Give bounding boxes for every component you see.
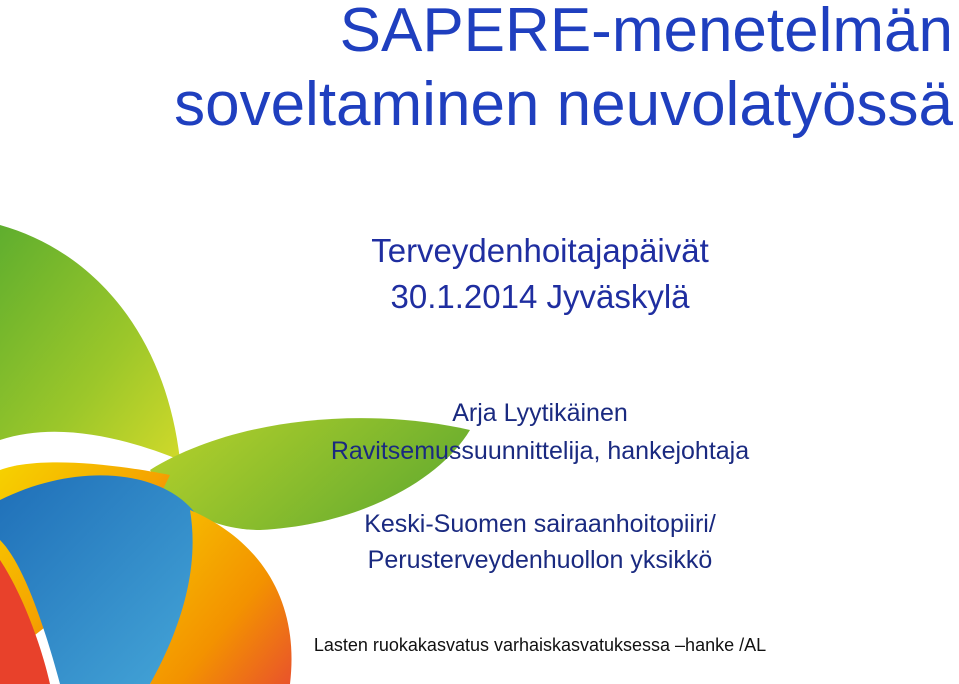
organization-info <box>230 506 850 578</box>
event-date-place: 30.1.2014 Jyväskylä <box>390 278 690 315</box>
event-info <box>300 228 780 320</box>
author-role: Ravitsemussuunnittelija, hankejohtaja <box>330 437 750 465</box>
event-name: Terveydenhoitajapäivät <box>371 232 709 269</box>
green-petal <box>0 225 180 460</box>
organization-line-2: Perusterveydenhuollon yksikkö <box>367 546 713 574</box>
slide-title <box>174 0 953 142</box>
organization-line-1: Keski-Suomen sairaanhoitopiiri/ <box>364 510 716 538</box>
slide-footer: Lasten ruokakasvatus varhaiskasvatuksessa –hanke /AL <box>313 635 767 655</box>
author-name: Arja Lyytikäinen <box>452 399 628 427</box>
title-line-1: SAPERE-menetelmän <box>339 0 953 65</box>
author-info <box>230 394 850 470</box>
title-line-2: soveltaminen neuvolatyössä <box>174 70 953 139</box>
